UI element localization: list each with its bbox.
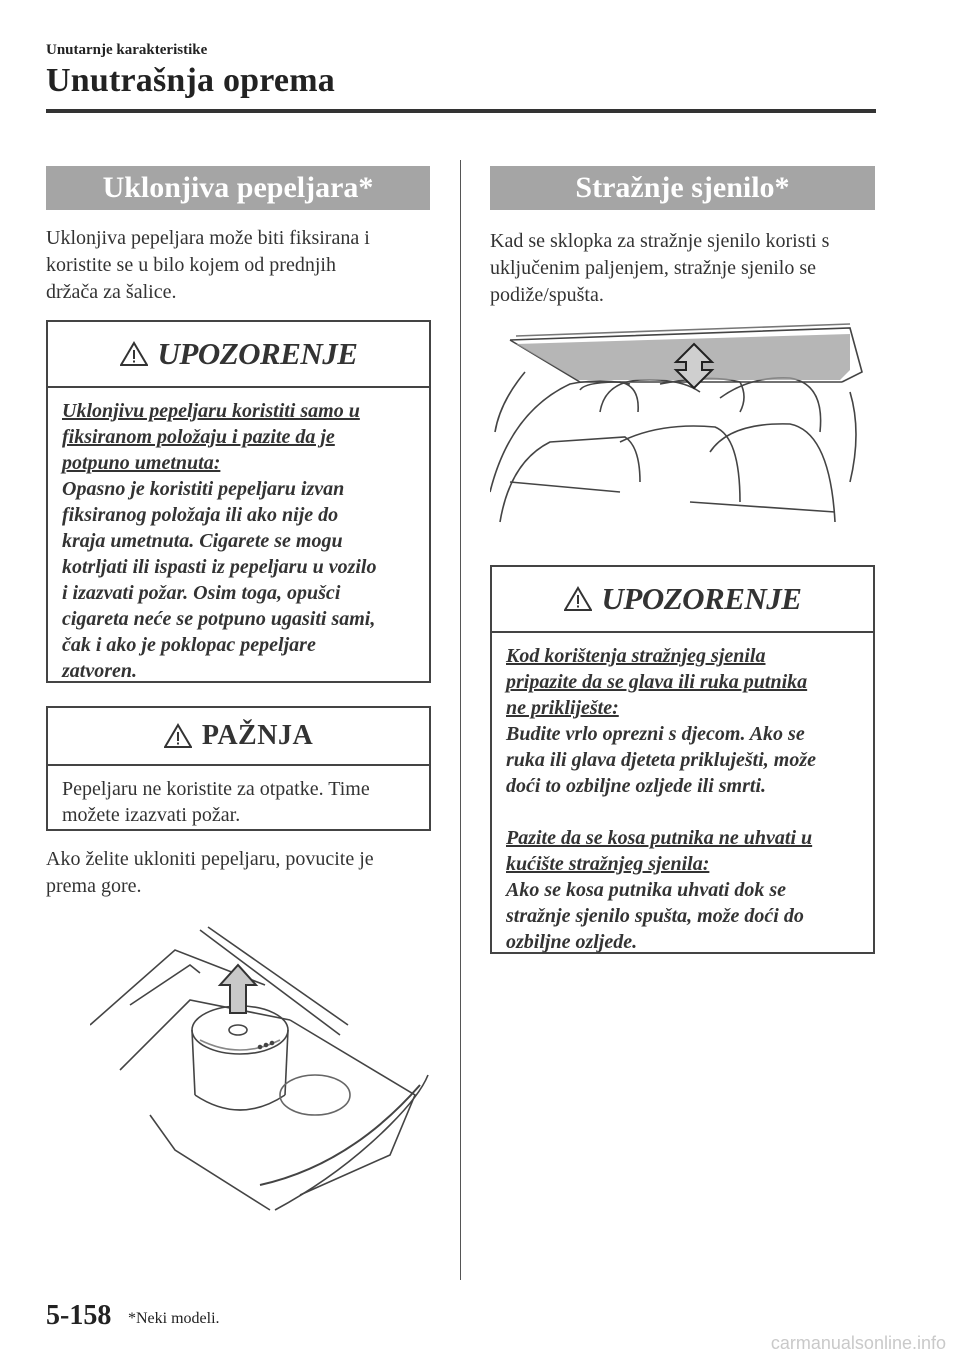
warning-line: kotrljati ili ispasti iz pepeljaru u vozilo — [62, 556, 377, 578]
caution-body — [48, 766, 429, 840]
text-line: prema gore. — [46, 875, 142, 897]
caution-line: možete izazvati požar. — [62, 804, 241, 826]
warning-line: i izazvati požar. Osim toga, opušci — [62, 582, 341, 604]
text-line: držača za šalice. — [46, 281, 177, 303]
warning-underlined-line: Kod korištenja stražnjeg sjenila — [506, 645, 766, 667]
warning-line: stražnje sjenilo spušta, može doći do — [506, 905, 804, 927]
warning-line: cigareta neće se potpuno ugasiti sami, — [62, 608, 376, 630]
caution-line: Pepeljaru ne koristite za otpatke. Time — [62, 778, 370, 800]
warning-underlined-line: potpuno umetnuta: — [62, 452, 221, 474]
warning-triangle-icon — [564, 586, 592, 612]
warning-header — [492, 567, 873, 633]
warning-body — [492, 633, 873, 967]
warning-line: ozbiljne ozljede. — [506, 931, 638, 953]
sunshade-warning-box — [490, 565, 875, 954]
warning-line: kraja umetnuta. Cigarete se mogu — [62, 530, 343, 552]
footnote: *Neki modeli. — [128, 1310, 220, 1327]
heading-rear-sunshade: Stražnje sjenilo* — [490, 166, 875, 210]
ashtray-illustration — [90, 925, 430, 1215]
ashtray-caution-box — [46, 706, 431, 831]
warning-header — [48, 322, 429, 388]
text-line: koristite se u bilo kojem od prednjih — [46, 254, 336, 276]
caution-header — [48, 708, 429, 766]
watermark: carmanualsonline.info — [770, 1333, 946, 1353]
caution-title: PAŽNJA — [201, 720, 314, 751]
title-rule — [46, 109, 876, 113]
text-line: podiže/spušta. — [490, 284, 604, 306]
warning-line: fiksiranog položaja ili ako nije do — [62, 504, 339, 526]
warning-underlined-line: ne prikliješte: — [506, 697, 619, 719]
ashtray-removal-text — [46, 846, 441, 900]
warning-triangle-icon — [164, 723, 192, 749]
ashtray-intro — [46, 225, 436, 306]
warning-triangle-icon — [120, 341, 148, 367]
warning-line: zatvoren. — [62, 660, 137, 682]
warning-underlined-line: fiksiranom položaju i pazite da je — [62, 426, 335, 448]
warning-underlined-line: pripazite da se glava ili ruka putnika — [506, 671, 808, 693]
page-title: Unutrašnja oprema — [46, 62, 335, 99]
text-line: uključenim paljenjem, stražnje sjenilo se — [490, 257, 817, 279]
section-label: Unutarnje karakteristike — [46, 42, 208, 58]
sunshade-illustration — [490, 322, 875, 542]
text-line: Ako želite ukloniti pepeljaru, povucite je — [46, 848, 374, 870]
warning-underlined-line: Pazite da se kosa putnika ne uhvati u — [506, 827, 813, 849]
warning-body — [48, 388, 429, 696]
spacer — [506, 799, 859, 825]
sunshade-intro — [490, 228, 885, 309]
warning-line: ruka ili glava djeteta priklиješti, može — [506, 749, 816, 771]
warning-line: Budite vrlo oprezni s djecom. Ako se — [506, 723, 805, 745]
text-line: Kad se sklopka za stražnje sjenilo koristi s — [490, 230, 830, 252]
text-line: Uklonjiva pepeljara može biti fiksirana i — [46, 227, 370, 249]
warning-line: doći to ozbiljne ozljede ili smrti. — [506, 775, 766, 797]
heading-removable-ashtray: Uklonjiva pepeljara* — [46, 166, 430, 210]
ashtray-warning-box — [46, 320, 431, 683]
warning-title: UPOZORENJE — [157, 336, 358, 371]
warning-underlined-line: kućište stražnjeg sjenila: — [506, 853, 710, 875]
warning-line: Ako se kosa putnika uhvati dok se — [506, 879, 787, 901]
warning-underlined-line: Uklonjivu pepeljaru koristiti samo u — [62, 400, 360, 422]
page-number: 5-158 — [46, 1300, 112, 1331]
column-divider — [460, 160, 461, 1280]
warning-line: čak i ako je poklopac pepeljare — [62, 634, 316, 656]
warning-line: Opasno je koristiti pepeljaru izvan — [62, 478, 345, 500]
warning-title: UPOZORENJE — [601, 581, 802, 616]
